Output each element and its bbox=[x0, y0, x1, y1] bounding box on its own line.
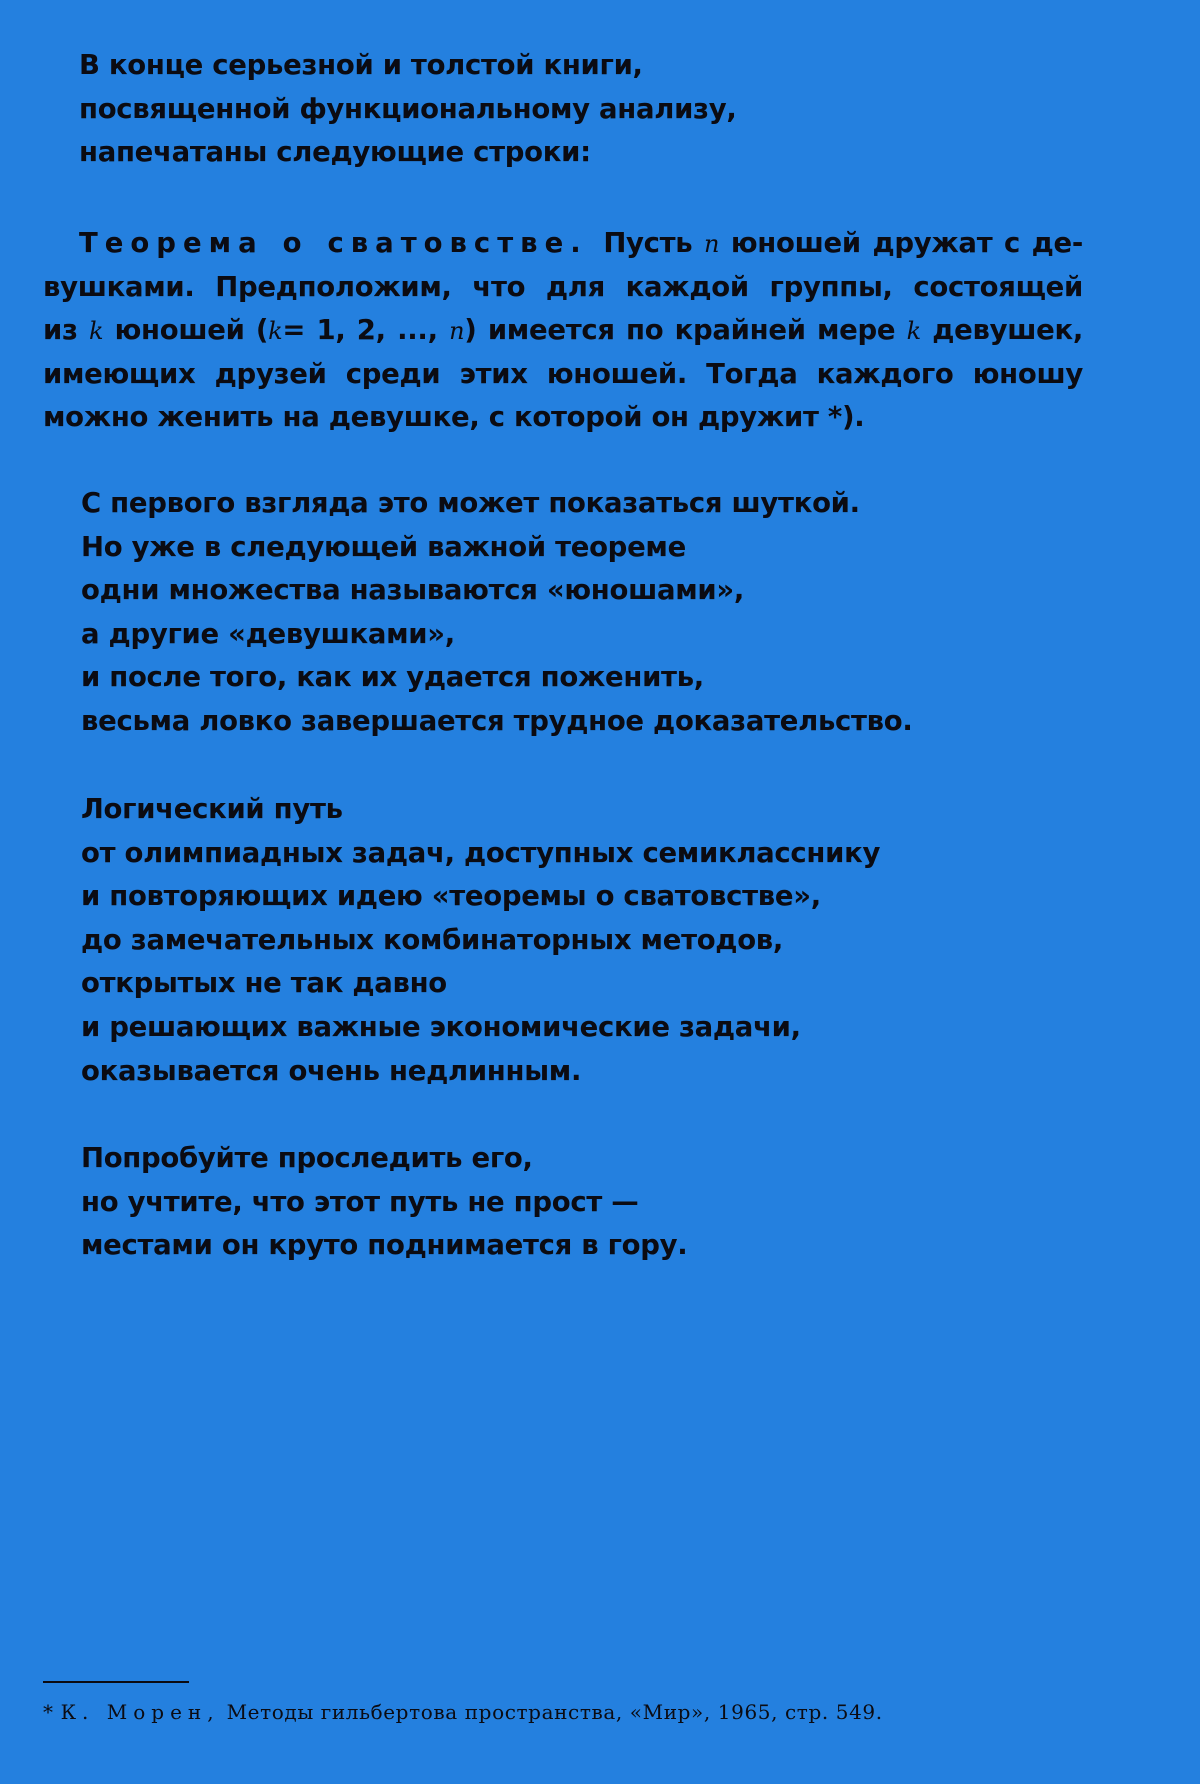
theorem-line-4: имеющих друзей среди этих юношей. Тогда каждого юношу bbox=[43, 357, 1083, 390]
theorem-text: ) имеется по крайней мере bbox=[464, 314, 896, 347]
theorem-text: Пусть bbox=[603, 227, 693, 259]
footnote-text: Методы гильбертова пространства, «Мир», 1965, стр. 549. bbox=[226, 1700, 883, 1724]
paragraph-line: С первого взгляда это может показаться шуткой. bbox=[81, 487, 860, 519]
footnote bbox=[43, 1700, 883, 1724]
paragraph-line: а другие «девушками», bbox=[81, 617, 455, 650]
variable-k: k bbox=[268, 317, 283, 346]
theorem-text: юношей дружат с де- bbox=[730, 227, 1083, 259]
variable-k: k bbox=[89, 317, 104, 346]
intro-paragraph bbox=[79, 44, 737, 175]
paragraph-line: до замечательных комбинаторных методов, bbox=[81, 923, 784, 956]
paragraph-line: но учтите, что этот путь не прост — bbox=[81, 1185, 639, 1218]
paragraph-2 bbox=[81, 482, 913, 744]
intro-line: напечатаны следующие строки: bbox=[79, 136, 591, 169]
intro-line: посвященной функциональному анализу, bbox=[79, 92, 737, 125]
variable-n: n bbox=[704, 230, 720, 258]
theorem-text: юношей ( bbox=[114, 314, 269, 347]
paragraph-line: и после того, как их удается поженить, bbox=[81, 661, 704, 694]
footnote-divider bbox=[43, 1681, 189, 1683]
paragraph-line: от олимпиадных задач, доступных семикласснику bbox=[81, 836, 881, 869]
theorem-text: из bbox=[43, 314, 78, 347]
paragraph-line: местами он круто поднимается в гору. bbox=[81, 1229, 688, 1262]
paragraph-line: и решающих важные экономические задачи, bbox=[81, 1010, 801, 1043]
paragraph-line: оказывается очень недлинным. bbox=[81, 1054, 582, 1087]
footnote-marker: * bbox=[43, 1700, 54, 1724]
theorem-text: = 1, 2, ..., bbox=[282, 314, 438, 347]
paragraph-line: открытых не так давно bbox=[81, 967, 447, 1000]
paragraph-line: весьма ловко завершается трудное доказательство. bbox=[81, 704, 913, 737]
theorem-title: Теорема о сватовстве. bbox=[79, 227, 588, 259]
paragraph-line: Логический путь bbox=[81, 793, 343, 825]
paragraph-3 bbox=[81, 788, 880, 1093]
theorem-line-3 bbox=[43, 309, 1083, 353]
theorem-line-2: вушками. Предположим, что для каждой группы, состоящей bbox=[43, 270, 1083, 303]
theorem-quote bbox=[43, 222, 1083, 440]
variable-n: n bbox=[449, 317, 465, 346]
paragraph-4 bbox=[81, 1137, 687, 1268]
theorem-line-1 bbox=[43, 222, 1083, 266]
theorem-text: девушек, bbox=[932, 314, 1083, 347]
intro-line: В конце серьезной и толстой книги, bbox=[79, 49, 643, 81]
paragraph-line: одни множества называются «юношами», bbox=[81, 574, 744, 607]
paragraph-line: Но уже в следующей важной теореме bbox=[81, 530, 686, 563]
footnote-author: К. Морен, bbox=[60, 1700, 220, 1724]
paragraph-line: Попробуйте проследить его, bbox=[81, 1142, 533, 1174]
variable-k: k bbox=[906, 317, 921, 346]
theorem-line-5: можно женить на девушке, с которой он дружит *). bbox=[43, 401, 865, 434]
paragraph-line: и повторяющих идею «теоремы о сватовстве», bbox=[81, 880, 821, 913]
